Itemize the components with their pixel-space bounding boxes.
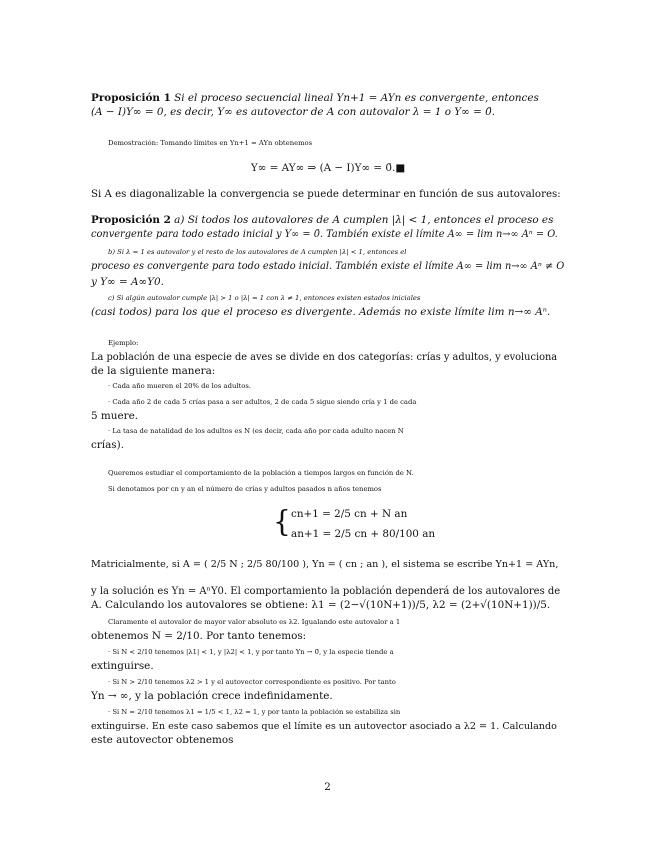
prop2-a1: a) Si todos los autovalores de A cumplen |λ| < 1, entonces el proceso es [174,214,554,226]
example-bullet2a: · Cada año 2 de cada 5 crías pasa a ser adultos, 2 de cada 5 sigue siendo cría y 1 de cada [108,398,417,406]
case3-line3: este autovector obtenemos [91,734,234,746]
case1-line1: · Si N < 2/10 tenemos |λ1| < 1, y |λ2| < 1, y por tanto Yn → 0̄, y la especie tiende a [108,648,394,656]
example-intro1: La población de una especie de aves se divide en dos categorías: crías y adultos, y evoluciona [91,352,558,363]
prop2-label: Proposición 2 [91,214,171,226]
example-bullet2b: 5 muere. [91,410,139,422]
diag-text: Si A es diagonalizable la convergencia se puede determinar en función de sus autovalores: [91,189,561,200]
matrix-line3: A. Calculando los autovalores se obtiene: λ1 = (2−√(10N+1))/5, λ2 = (2+√(10N+1))/5. [91,599,551,611]
system-brace: { [273,504,291,539]
prop2-c2: (casi todos) para los que el proceso es divergente. Además no existe límite lim n→∞ Aⁿ. [91,306,551,318]
prop1-line2: (A − I)Y∞ = 0, es decir, Y∞ es autovector de A con autovalor λ = 1 o Y∞ = 0̄. [91,106,496,118]
page-number: 2 [324,781,331,793]
prop1-line1 [91,92,565,105]
example-bullet3b: crías). [91,439,124,451]
demo-equation: Y∞ = AY∞ ⇒ (A − I)Y∞ = 0̄.■ [250,162,406,174]
system-eq2: an+1 = 2/5 cn + 80/100 an [291,528,436,540]
system-eq1: cn+1 = 2/5 cn + N an [291,508,408,520]
case1-line2: extinguirse. [91,660,154,672]
prop2-line1 [91,214,565,227]
prop1-text: Si el proceso secuencial lineal Yn+1 = AYn es convergente, entonces [174,92,539,104]
study-line1: Queremos estudiar el comportamiento de la población a tiempos largos en función de N. [108,469,414,477]
case3-line1: · Si N = 2/10 tenemos λ1 = 1/5 < 1, λ2 = 1, y por tanto la población se estabiliza sin [108,708,401,716]
example-intro2: de la siguiente manera: [91,365,216,377]
prop2-a2: convergente para todo estado inicial y Y∞ = 0̄. También existe el límite A∞ = lim n→∞ Aⁿ = O. [91,229,558,240]
case3-line2: extinguirse. En este caso sabemos que el límite es un autovector asociado a λ2 = 1. Calculando [91,721,557,732]
matrix-line2: y la solución es Yn = AⁿY0. El comportamiento la población dependerá de los autovalores de [91,586,561,597]
prop2-b1: b) Si λ = 1 es autovalor y el resto de los autovalores de A cumplen |λ| < 1, entonces el [108,248,407,256]
matrix-line4: Claramente el autovalor de mayor valor absoluto es λ2. Igualando este autovalor a 1 [108,618,401,626]
prop2-c1: c) Si algún autovalor cumple |λ| > 1 o |λ| = 1 con λ ≠ 1, entonces existen estados iniciales [108,294,421,302]
matrix-line5: obtenemos N = 2/10. Por tanto tenemos: [91,630,307,642]
example-bullet1: · Cada año mueren el 20% de los adultos. [108,382,251,390]
example-bullet3a: · La tasa de natalidad de los adultos es N (es decir, cada año por cada adulto nacen N [108,427,404,435]
prop2-b3: y Y∞ = A∞Y0. [91,276,164,288]
prop2-b2: proceso es convergente para todo estado inicial. También existe el límite A∞ = lim n→∞ Aⁿ ≠ O [91,261,565,272]
demo-text: Demostración: Tomando límites en Yn+1 = AYn obtenemos [108,139,313,147]
matrix-line1: Matricialmente, si A = ( 2/5 N ; 2/5 80/100 ), Yn = ( cn ; an ), el sistema se escribe Yn+1 = AYn, [91,559,559,570]
case2-line1: · Si N > 2/10 tenemos λ2 > 1 y el autovector correspondiente es positivo. Por tanto [108,678,396,686]
case2-line2: Yn → ∞, y la población crece indefinidamente. [91,690,333,702]
prop1-label: Proposición 1 [91,92,171,104]
study-line2: Si denotamos por cn y an el número de crías y adultos pasados n años tenemos [108,485,382,493]
example-title: Ejemplo: [108,339,139,347]
